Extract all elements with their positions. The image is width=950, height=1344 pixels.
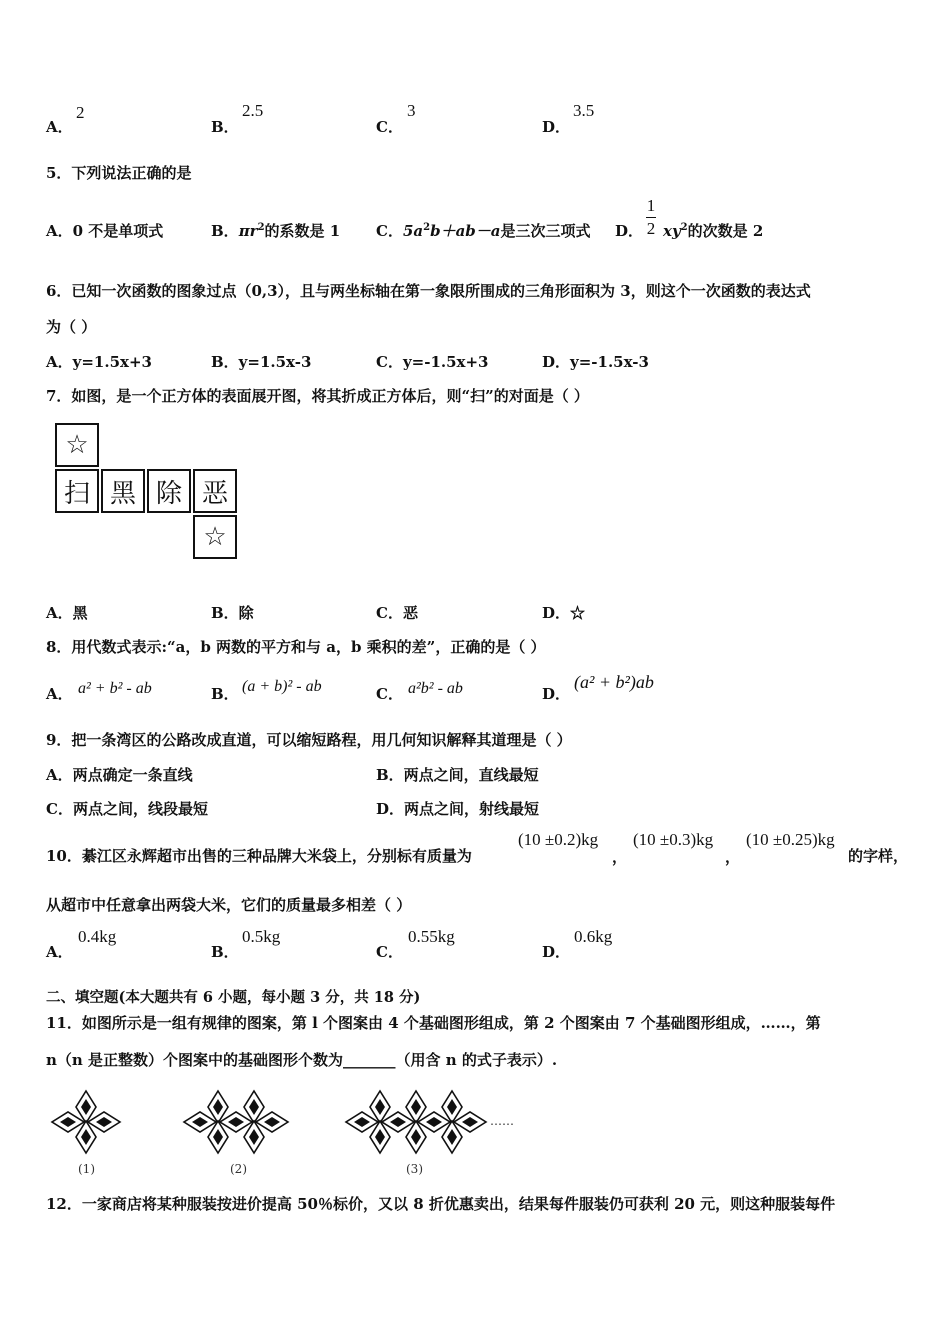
pattern-1 <box>52 1091 120 1153</box>
q7-option-c: C．恶 <box>376 604 418 622</box>
net-cell-sao: 扫 <box>55 469 99 513</box>
q5-option-d-expr: xy <box>663 222 681 240</box>
q5-option-d-sup: 2 <box>680 222 688 233</box>
q5-option-c <box>376 220 591 241</box>
pattern-figure <box>50 1085 530 1180</box>
q9-option-b: B．两点之间，直线最短 <box>376 766 539 784</box>
pattern-3 <box>346 1091 486 1153</box>
q5-option-d-label: D． <box>615 222 644 240</box>
q10-option-d-label: D． <box>542 943 571 961</box>
section-heading-fill-in: 二、填空题(本大题共有 6 小题，每小题 3 分，共 18 分) <box>46 989 421 1006</box>
q9-option-c: C．两点之间，线段最短 <box>46 800 208 818</box>
q5-option-c-label: C． <box>376 222 403 240</box>
q4-option-b-label: B． <box>211 118 239 136</box>
q10-option-c: 0.55kg <box>408 927 455 946</box>
q5-option-b-rest: 的系数是 1 <box>264 222 341 240</box>
q4-option-a-value: 2 <box>76 103 85 122</box>
q9-option-d: D．两点之间，射线最短 <box>376 800 540 818</box>
q8-option-b-label: B． <box>211 685 239 703</box>
pattern-label-3: (3) <box>406 1162 423 1176</box>
net-cell-star-bottom: ☆ <box>193 515 237 559</box>
q5-option-b <box>211 220 340 241</box>
q6-option-d: D．y=-1.5x-3 <box>542 353 649 371</box>
q8-option-b-expr: (a + b)² - ab <box>242 678 322 695</box>
q4-option-d-value: 3.5 <box>573 101 595 120</box>
q5-option-c-rest: 是三次三项式 <box>500 222 591 240</box>
q7-option-b: B．除 <box>211 604 254 622</box>
pattern-label-2: (2) <box>230 1162 247 1176</box>
q7-stem: 7．如图，是一个正方体的表面展开图，将其折成正方体后，则“扫”的对面是（ ） <box>46 387 589 405</box>
q4-option-b-value: 2.5 <box>242 101 264 120</box>
pattern-label-1: (1) <box>78 1162 95 1176</box>
q6-stem-line2: 为（ ） <box>46 318 97 336</box>
q10-option-d: 0.6kg <box>574 927 613 946</box>
q9-stem: 9．把一条湾区的公路改成直道，可以缩短路程，用几何知识解释其道理是（ ） <box>46 731 572 749</box>
q10-option-b: 0.5kg <box>242 927 281 946</box>
q6-option-c: C．y=-1.5x+3 <box>376 353 489 371</box>
q10-mass-3: (10 ±0.25)kg <box>746 830 835 849</box>
q6-stem-line1: 6．已知一次函数的图象过点（0,3），且与两坐标轴在第一象限所围成的三角形面积为 3，则这个一次函数的表达式 <box>46 282 811 300</box>
q6-option-b: B．y=1.5x-3 <box>211 353 312 371</box>
q5-option-c-sup: 2 <box>423 222 431 233</box>
q7-option-a: A．黑 <box>46 604 88 622</box>
q10-sep-1: ， <box>612 848 628 866</box>
q5-option-d-fraction <box>646 196 656 239</box>
q12-stem-line1: 12．一家商店将某种服装按进价提高 50％标价，又以 8 折优惠卖出，结果每件服装仍可获利 20 元，则这种服装每件 <box>46 1195 836 1213</box>
q5-option-d-den: 2 <box>646 219 656 238</box>
pattern-2 <box>184 1091 288 1153</box>
q10-mass-2: (10 ±0.3)kg <box>633 830 714 849</box>
q10-option-c-label: C． <box>376 943 403 961</box>
net-cell-hei: 黑 <box>101 469 145 513</box>
q5-option-b-sup: 2 <box>257 222 265 233</box>
q5-option-d-rest: 的次数是 2 <box>687 222 764 240</box>
q5-option-b-label: B． <box>211 222 239 240</box>
q10-stem-line2: 从超市中任意拿出两袋大米，它们的质量最多相差（ ） <box>46 896 412 914</box>
q7-option-d: D．☆ <box>542 604 586 622</box>
q5-stem: 5．下列说法正确的是 <box>46 164 192 182</box>
q4-option-a-label: A． <box>46 118 73 136</box>
q10-option-b-label: B． <box>211 943 239 961</box>
q11-stem-line2: n（n 是正整数）个图案中的基础图形个数为_______（用含 n 的式子表示）. <box>46 1051 558 1069</box>
q10-sep-2: ， <box>725 848 741 866</box>
net-cell-chu: 除 <box>147 469 191 513</box>
q4-option-d-label: D． <box>542 118 571 136</box>
q8-option-a-expr: a² + b² - ab <box>78 680 152 697</box>
q5-option-a: A．0 不是单项式 <box>46 222 164 240</box>
q8-option-d-label: D． <box>542 685 571 703</box>
q5-option-c-mid: b＋ab－a <box>430 222 501 240</box>
q5-option-d-num: 1 <box>646 196 656 215</box>
q8-stem: 8．用代数式表示:“a，b 两数的平方和与 a，b 乘积的差”，正确的是（ ） <box>46 638 546 656</box>
q11-stem-line1: 11．如图所示是一组有规律的图案，第 l 个图案由 4 个基础图形组成，第 2 个图案由 7 个基础图形组成，……，第 <box>46 1014 821 1032</box>
q5-option-c-expr: 5a <box>402 222 424 240</box>
q4-option-c-value: 3 <box>407 101 416 120</box>
q10-mass-1: (10 ±0.2)kg <box>518 830 599 849</box>
net-cell-star-top: ☆ <box>55 423 99 467</box>
q9-option-a: A．两点确定一条直线 <box>46 766 193 784</box>
q6-option-a: A．y=1.5x+3 <box>46 353 152 371</box>
q10-option-a: 0.4kg <box>78 927 117 946</box>
q5-option-b-expr: πr <box>238 222 258 240</box>
net-cell-e: 恶 <box>193 469 237 513</box>
q5-option-d <box>663 220 763 241</box>
q8-option-c-label: C． <box>376 685 403 703</box>
q10-stem-tail: 的字样， <box>848 847 909 865</box>
pattern-continuation-dots: …… <box>490 1114 514 1128</box>
q4-option-c-label: C． <box>376 118 403 136</box>
q8-option-c-expr: a²b² - ab <box>408 680 463 697</box>
q10-option-a-label: A． <box>46 943 73 961</box>
q8-option-a-label: A． <box>46 685 73 703</box>
q8-option-d-expr: (a² + b²)ab <box>574 672 654 692</box>
q10-stem-lead: 10．綦江区永辉超市出售的三种品牌大米袋上，分别标有质量为 <box>46 847 472 865</box>
